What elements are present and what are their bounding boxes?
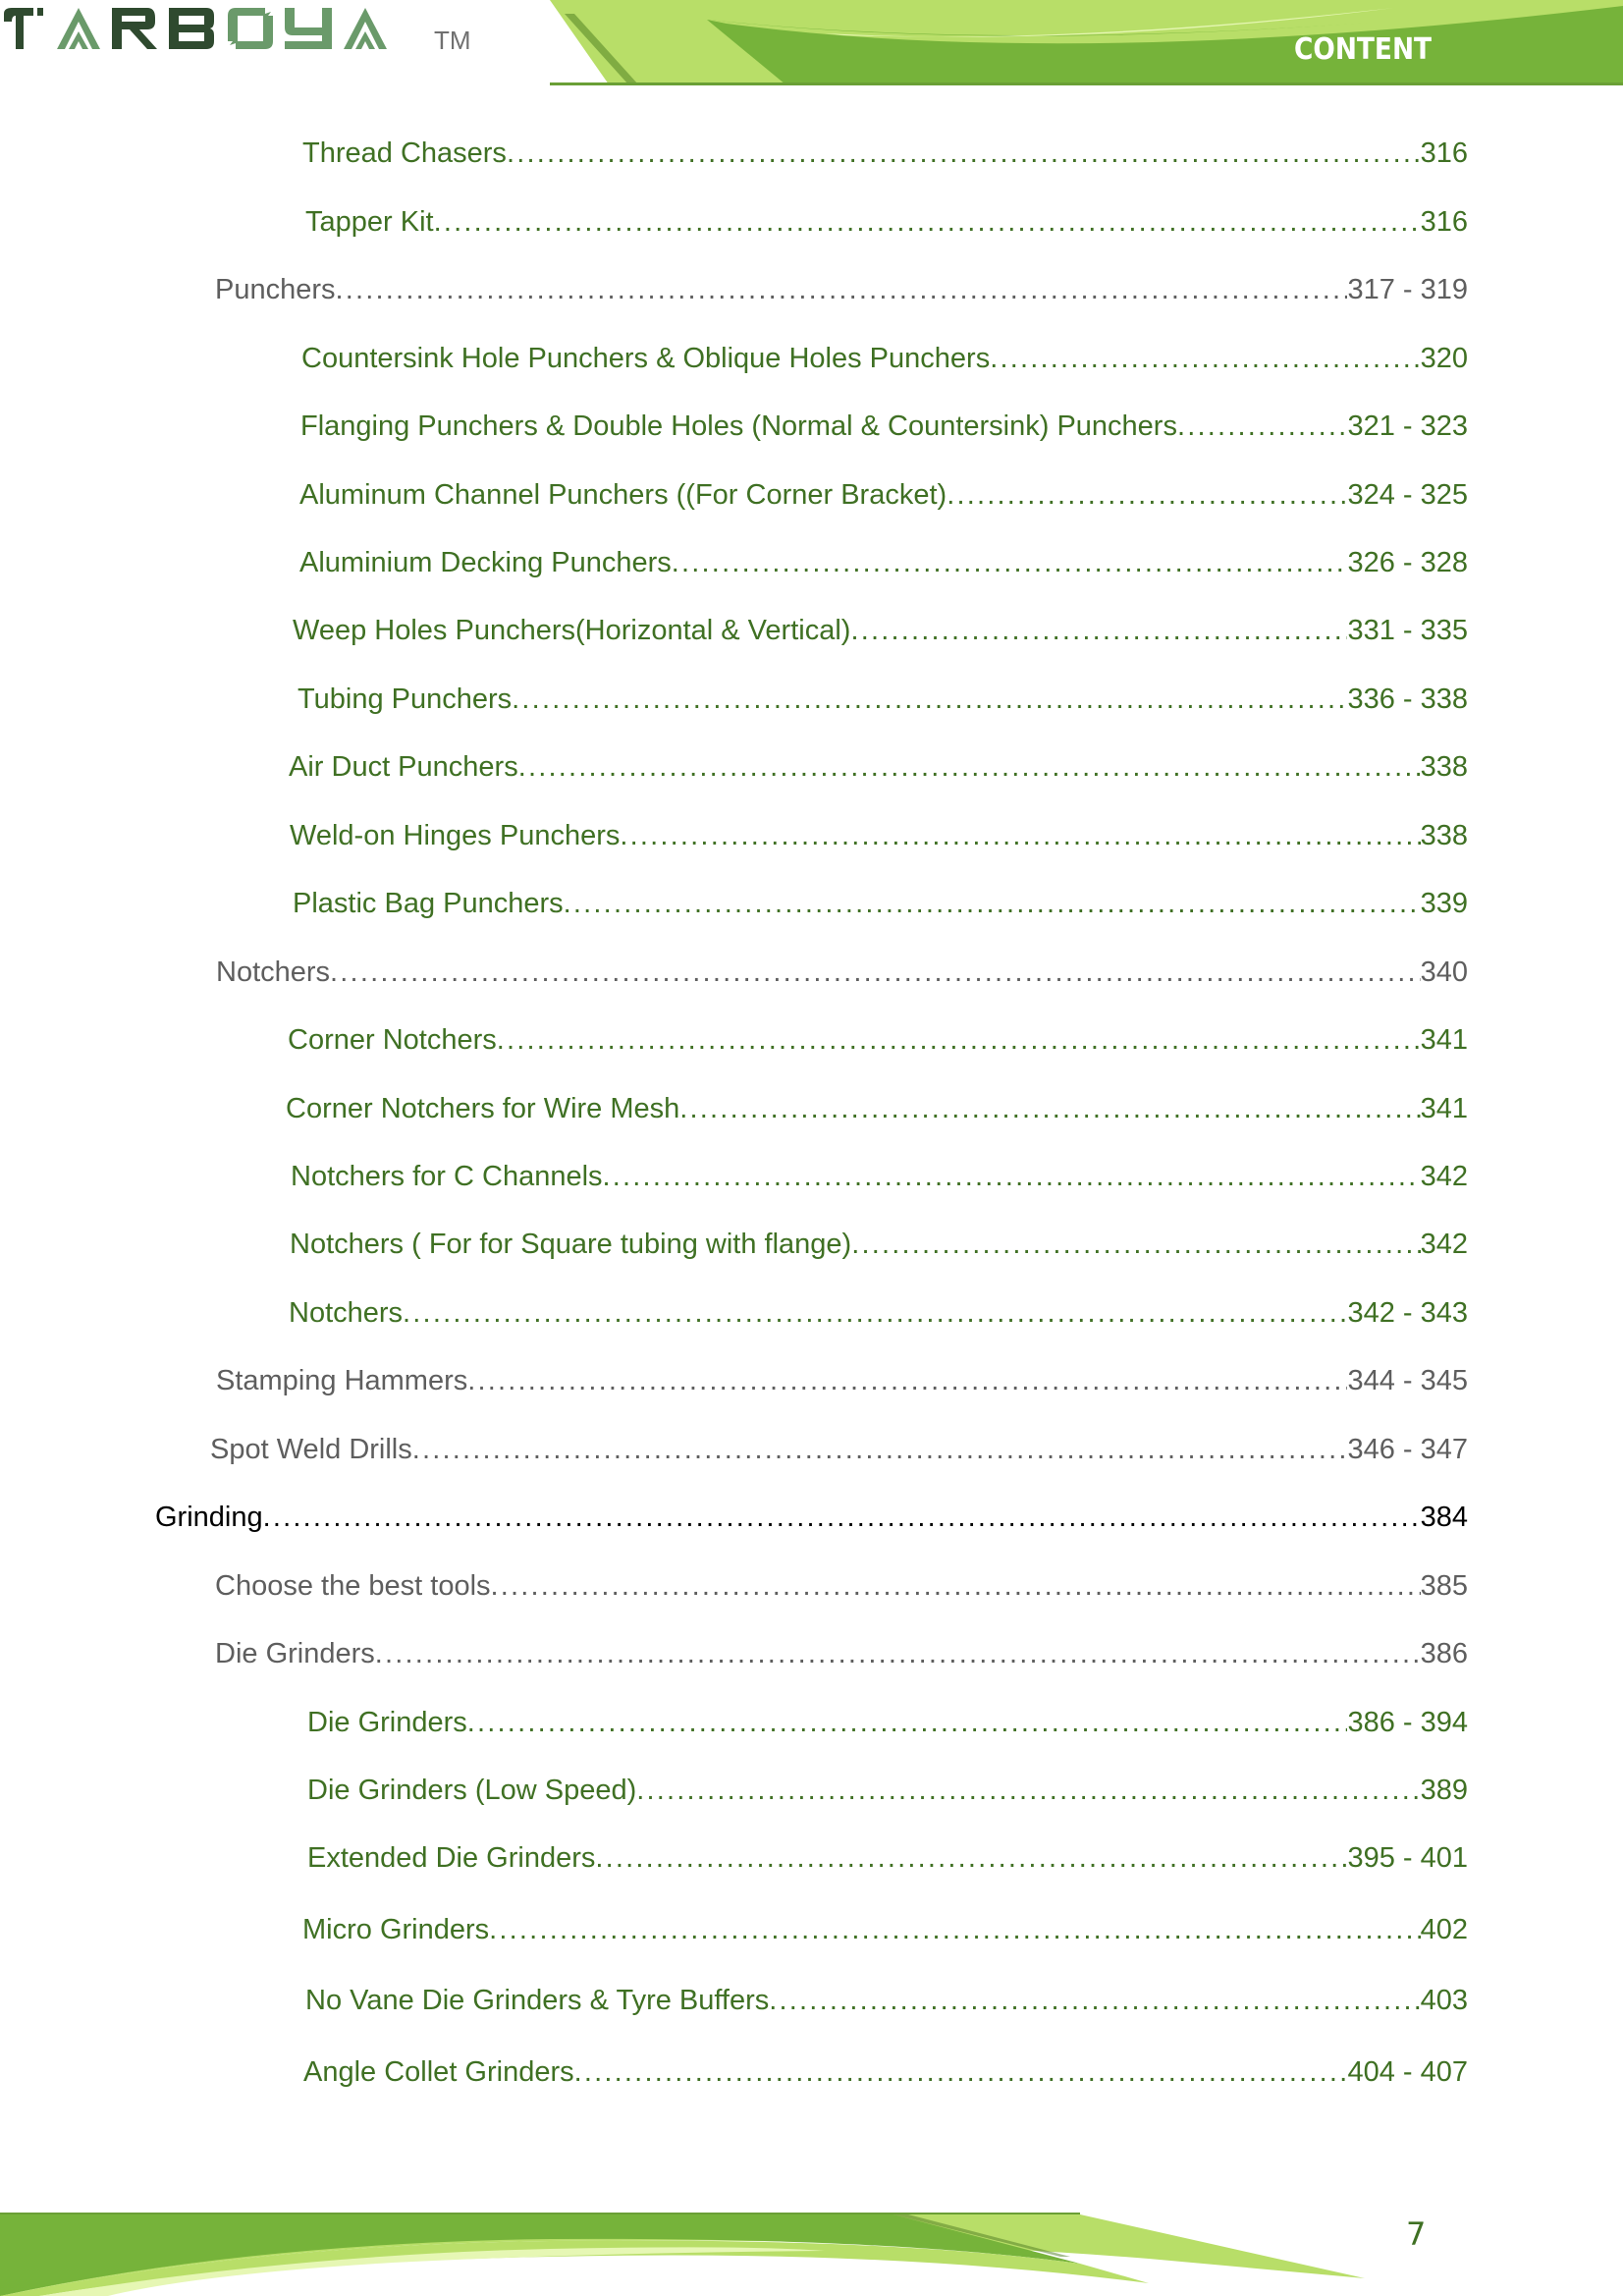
toc-entry-page: 340 <box>1420 957 1468 988</box>
toc-entry[interactable] <box>293 613 1468 648</box>
dot-leader <box>467 1705 1348 1740</box>
toc-entry-page: 341 <box>1420 1093 1468 1124</box>
toc-entry-title: Notchers ( For for Square tubing with flange) <box>290 1229 852 1260</box>
toc-entry-page: 342 <box>1420 1161 1468 1192</box>
dot-leader <box>851 1227 1420 1262</box>
dot-leader <box>512 682 1347 717</box>
toc-entry-title: Thread Chasers <box>302 137 507 169</box>
page-header <box>0 0 1623 88</box>
toc-entry[interactable] <box>305 204 1468 240</box>
toc-entry-page: 321 - 323 <box>1347 410 1468 442</box>
dot-leader <box>263 1500 1421 1535</box>
toc-entry[interactable] <box>298 682 1468 717</box>
toc-entry-page: 342 <box>1420 1229 1468 1260</box>
toc-entry[interactable] <box>302 136 1468 171</box>
toc-entry-title: Die Grinders <box>215 1638 375 1669</box>
toc-entry-title: Notchers <box>216 957 331 988</box>
dot-leader <box>336 272 1348 307</box>
dot-leader <box>603 1159 1421 1194</box>
toc-entry-title: Stamping Hammers <box>216 1365 468 1396</box>
dot-leader <box>574 2054 1348 2090</box>
toc-entry[interactable] <box>155 1500 1468 1535</box>
toc-entry-title: Corner Notchers <box>288 1024 497 1056</box>
toc-entry-page: 320 <box>1420 343 1468 374</box>
toc-entry-page: 316 <box>1420 206 1468 238</box>
toc-entry-title: Flanging Punchers & Double Holes (Normal & Countersink) Punchers <box>300 410 1177 442</box>
dot-leader <box>489 1912 1420 1947</box>
toc-entry-title: Air Duct Punchers <box>289 751 518 783</box>
toc-entry-title: Choose the best tools <box>215 1570 491 1602</box>
toc-entry[interactable] <box>299 477 1468 513</box>
tarboya-logo <box>0 0 412 59</box>
dot-leader <box>412 1432 1348 1467</box>
dot-leader <box>564 886 1421 921</box>
toc-entry-page: 326 - 328 <box>1347 547 1468 578</box>
toc-entry-page: 324 - 325 <box>1347 479 1468 511</box>
toc-entry-title: Die Grinders <box>307 1707 467 1738</box>
toc-entry[interactable] <box>290 1227 1468 1262</box>
toc-entry-page: 331 - 335 <box>1347 615 1468 646</box>
toc-entry-title: Punchers <box>215 274 336 305</box>
dot-leader <box>403 1295 1347 1331</box>
footer-swoosh-graphic <box>0 2180 1623 2296</box>
toc-entry-page: 395 - 401 <box>1347 1842 1468 1874</box>
toc-entry[interactable] <box>215 1568 1468 1604</box>
toc-entry-page: 338 <box>1420 751 1468 783</box>
toc-entry[interactable] <box>303 2054 1468 2090</box>
toc-entry[interactable] <box>210 1432 1468 1467</box>
toc-entry-title: Grinding <box>155 1502 263 1533</box>
toc-entry-page: 342 - 343 <box>1347 1297 1468 1329</box>
dot-leader <box>507 136 1421 171</box>
toc-entry-title: Micro Grinders <box>302 1914 490 1945</box>
toc-entry-page: 346 - 347 <box>1347 1434 1468 1465</box>
dot-leader <box>491 1568 1421 1604</box>
toc-entry-title: Notchers for C Channels <box>291 1161 603 1192</box>
toc-entry[interactable] <box>301 341 1468 376</box>
dot-leader <box>1177 409 1347 444</box>
toc-entry-title: Aluminum Channel Punchers ((For Corner Bracket) <box>299 479 947 511</box>
toc-entry-page: 316 <box>1420 137 1468 169</box>
dot-leader <box>595 1840 1347 1876</box>
dot-leader <box>497 1022 1421 1058</box>
toc-entry[interactable] <box>289 1295 1468 1331</box>
toc-entry-title: Spot Weld Drills <box>210 1434 412 1465</box>
dot-leader <box>769 1983 1420 2018</box>
section-title: CONTENT <box>1294 32 1433 67</box>
toc-entry[interactable] <box>307 1705 1468 1740</box>
toc-entry-title: No Vane Die Grinders & Tyre Buffers <box>305 1985 770 2016</box>
toc-entry-page: 317 - 319 <box>1347 274 1468 305</box>
toc-entry-page: 336 - 338 <box>1347 683 1468 715</box>
trademark-symbol: TM <box>434 26 471 55</box>
toc-entry-page: 404 - 407 <box>1347 2056 1468 2088</box>
dot-leader <box>434 204 1421 240</box>
toc-entry-page: 341 <box>1420 1024 1468 1056</box>
toc-entry-title: Die Grinders (Low Speed) <box>307 1775 637 1806</box>
toc-entry-title: Tubing Punchers <box>298 683 513 715</box>
toc-entry-page: 402 <box>1420 1914 1468 1945</box>
toc-entry-page: 389 <box>1420 1775 1468 1806</box>
toc-entry-title: Aluminium Decking Punchers <box>299 547 672 578</box>
toc-entry-title: Weep Holes Punchers(Horizontal & Vertical) <box>293 615 851 646</box>
toc-entry-page: 386 - 394 <box>1347 1707 1468 1738</box>
toc-entry[interactable] <box>299 545 1468 580</box>
toc-entry[interactable] <box>289 749 1468 785</box>
dot-leader <box>375 1636 1421 1671</box>
toc-entry[interactable] <box>216 1363 1468 1398</box>
toc-entry[interactable] <box>216 955 1468 990</box>
toc-entry-page: 385 <box>1420 1570 1468 1602</box>
toc-entry[interactable] <box>290 818 1468 853</box>
dot-leader <box>330 955 1421 990</box>
toc-entry-title: Extended Die Grinders <box>307 1842 596 1874</box>
toc-entry-page: 338 <box>1420 820 1468 851</box>
dot-leader <box>672 545 1348 580</box>
toc-entry-title: Corner Notchers for Wire Mesh <box>286 1093 680 1124</box>
page-footer <box>0 2180 1623 2296</box>
dot-leader <box>850 613 1347 648</box>
toc-entry[interactable] <box>305 1983 1468 2018</box>
toc-entry-title: Countersink Hole Punchers & Oblique Holes Punchers <box>301 343 991 374</box>
toc-entry[interactable] <box>215 1636 1468 1671</box>
toc-entry-page: 403 <box>1420 1985 1468 2016</box>
toc-entry[interactable] <box>302 1912 1468 1947</box>
page-number: 7 <box>1406 2215 1427 2253</box>
dot-leader <box>990 341 1420 376</box>
dot-leader <box>620 818 1420 853</box>
toc-entry[interactable] <box>291 1159 1468 1194</box>
dot-leader <box>947 477 1347 513</box>
toc-entry-page: 384 <box>1420 1502 1468 1533</box>
toc-entry-page: 339 <box>1420 888 1468 919</box>
toc-entry-title: Angle Collet Grinders <box>303 2056 574 2088</box>
toc-entry-page: 386 <box>1420 1638 1468 1669</box>
dot-leader <box>518 749 1421 785</box>
toc-entry-title: Tapper Kit <box>305 206 434 238</box>
dot-leader <box>679 1091 1420 1126</box>
toc-entry[interactable] <box>300 409 1468 444</box>
toc-entry-title: Plastic Bag Punchers <box>293 888 564 919</box>
toc-entry-title: Weld-on Hinges Punchers <box>290 820 621 851</box>
toc-entry[interactable] <box>307 1840 1468 1876</box>
toc-entry[interactable] <box>307 1773 1468 1808</box>
toc-entry-title: Notchers <box>289 1297 404 1329</box>
dot-leader <box>467 1363 1347 1398</box>
toc-entry-page: 344 - 345 <box>1347 1365 1468 1396</box>
toc-entry[interactable] <box>293 886 1468 921</box>
toc-entry[interactable] <box>288 1022 1468 1058</box>
toc-entry[interactable] <box>215 272 1468 307</box>
toc-entry[interactable] <box>286 1091 1468 1126</box>
dot-leader <box>636 1773 1420 1808</box>
